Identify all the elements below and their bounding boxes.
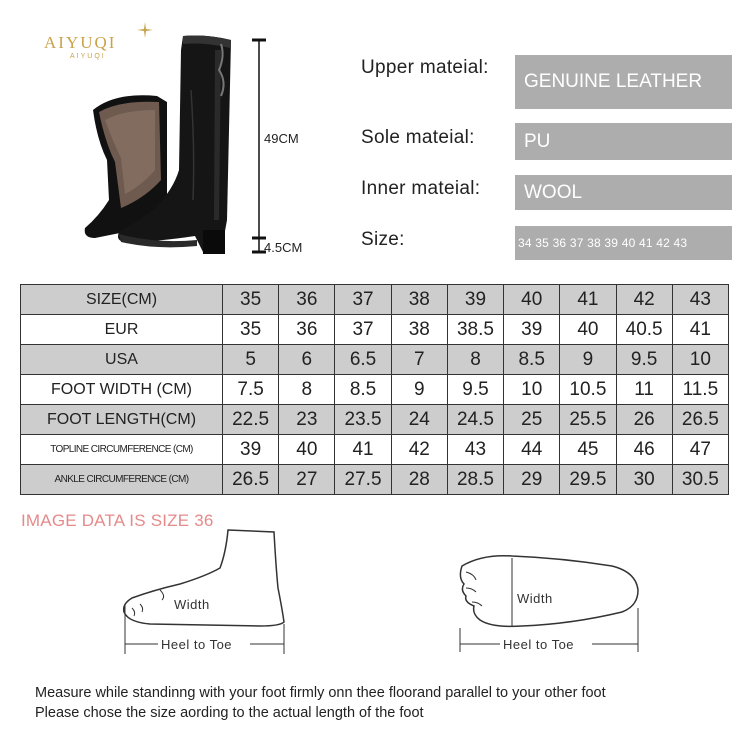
shaft-height-label: 49CM (264, 131, 299, 146)
size-cell: 9.5 (616, 345, 672, 375)
size-cell: 40 (279, 435, 335, 465)
size-cell: 26 (616, 405, 672, 435)
size-cell: 30 (616, 465, 672, 495)
size-row-label: FOOT WIDTH (CM) (21, 375, 223, 405)
sole-material-value: PU (515, 123, 732, 160)
size-cell: 9 (560, 345, 616, 375)
size-cell: 42 (616, 285, 672, 315)
size-cell: 6.5 (335, 345, 391, 375)
heel-height-label: 4.5CM (264, 240, 303, 255)
size-cell: 46 (616, 435, 672, 465)
size-cell: 40 (560, 315, 616, 345)
size-cell: 43 (447, 435, 503, 465)
size-cell: 26.5 (672, 405, 728, 435)
size-row-label: USA (21, 345, 223, 375)
size-cell: 43 (672, 285, 728, 315)
size-cell: 11 (616, 375, 672, 405)
size-cell: 41 (560, 285, 616, 315)
size-cell: 27.5 (335, 465, 391, 495)
size-cell: 30.5 (672, 465, 728, 495)
size-cell: 22.5 (223, 405, 279, 435)
size-row (21, 405, 729, 435)
size-cell: 39 (447, 285, 503, 315)
size-cell: 41 (335, 435, 391, 465)
size-cell: 40 (504, 285, 560, 315)
size-cell: 10 (672, 345, 728, 375)
side-length-label: Heel to Toe (161, 637, 233, 652)
size-cell: 36 (279, 285, 335, 315)
size-label: Size: (361, 229, 405, 250)
size-cell: 39 (223, 435, 279, 465)
size-row-label: FOOT LENGTH(CM) (21, 405, 223, 435)
size-cell: 37 (335, 285, 391, 315)
size-cell: 39 (504, 315, 560, 345)
size-cell: 24.5 (447, 405, 503, 435)
size-cell: 8.5 (504, 345, 560, 375)
size-cell: 10.5 (560, 375, 616, 405)
size-row (21, 465, 729, 495)
size-range-value: 34 35 36 37 38 39 40 41 42 43 (515, 226, 732, 260)
size-row-label: EUR (21, 315, 223, 345)
size-cell: 41 (672, 315, 728, 345)
size-row-label: ANKLE CIRCUMFERENCE (CM) (21, 465, 223, 495)
size-cell: 40.5 (616, 315, 672, 345)
instruction-line-2: Please chose the size aording to the actual length of the foot (35, 705, 424, 721)
size-cell: 28.5 (447, 465, 503, 495)
size-cell: 9 (391, 375, 447, 405)
size-cell: 5 (223, 345, 279, 375)
size-cell: 25.5 (560, 405, 616, 435)
size-cell: 8 (447, 345, 503, 375)
size-cell: 10 (504, 375, 560, 405)
sole-length-label: Heel to Toe (503, 637, 575, 652)
instruction-line-1: Measure while standinng with your foot firmly onn thee floorand parallel to your other foot (35, 685, 606, 701)
size-cell: 27 (279, 465, 335, 495)
size-cell: 45 (560, 435, 616, 465)
size-row (21, 315, 729, 345)
size-cell: 23.5 (335, 405, 391, 435)
size-cell: 38 (391, 285, 447, 315)
brand-logo: AIYUQI (44, 33, 117, 52)
size-cell: 23 (279, 405, 335, 435)
size-cell: 24 (391, 405, 447, 435)
size-cell: 29.5 (560, 465, 616, 495)
size-cell: 35 (223, 315, 279, 345)
size-cell: 28 (391, 465, 447, 495)
size-cell: 9.5 (447, 375, 503, 405)
side-width-label: Width (174, 597, 210, 612)
size-row-label: TOPLINE CIRCUMFERENCE (CM) (21, 435, 223, 465)
inner-material-value: WOOL (515, 175, 732, 210)
height-measure-line (248, 38, 270, 256)
size-cell: 29 (504, 465, 560, 495)
size-cell: 6 (279, 345, 335, 375)
size-cell: 42 (391, 435, 447, 465)
size-cell: 35 (223, 285, 279, 315)
boot-image (75, 30, 240, 270)
size-cell: 8.5 (335, 375, 391, 405)
size-cell: 47 (672, 435, 728, 465)
size-cell: 36 (279, 315, 335, 345)
size-row (21, 285, 729, 315)
sole-material-label: Sole mateial: (361, 127, 475, 148)
size-cell: 38.5 (447, 315, 503, 345)
sole-width-label: Width (517, 591, 553, 606)
size-row (21, 375, 729, 405)
size-cell: 44 (504, 435, 560, 465)
upper-material-value: GENUINE LEATHER (515, 55, 732, 109)
image-data-note: IMAGE DATA IS SIZE 36 (21, 511, 214, 530)
brand-logo-sub: AIYUQI (70, 53, 106, 60)
upper-material-label: Upper mateial: (361, 57, 489, 78)
size-cell: 25 (504, 405, 560, 435)
size-cell: 26.5 (223, 465, 279, 495)
inner-material-label: Inner mateial: (361, 178, 481, 199)
size-cell: 11.5 (672, 375, 728, 405)
size-cell: 37 (335, 315, 391, 345)
size-cell: 38 (391, 315, 447, 345)
size-row (21, 435, 729, 465)
size-cell: 8 (279, 375, 335, 405)
size-cell: 7.5 (223, 375, 279, 405)
size-row (21, 345, 729, 375)
size-row-label: SIZE(CM) (21, 285, 223, 315)
size-chart-table (20, 284, 729, 495)
size-cell: 7 (391, 345, 447, 375)
